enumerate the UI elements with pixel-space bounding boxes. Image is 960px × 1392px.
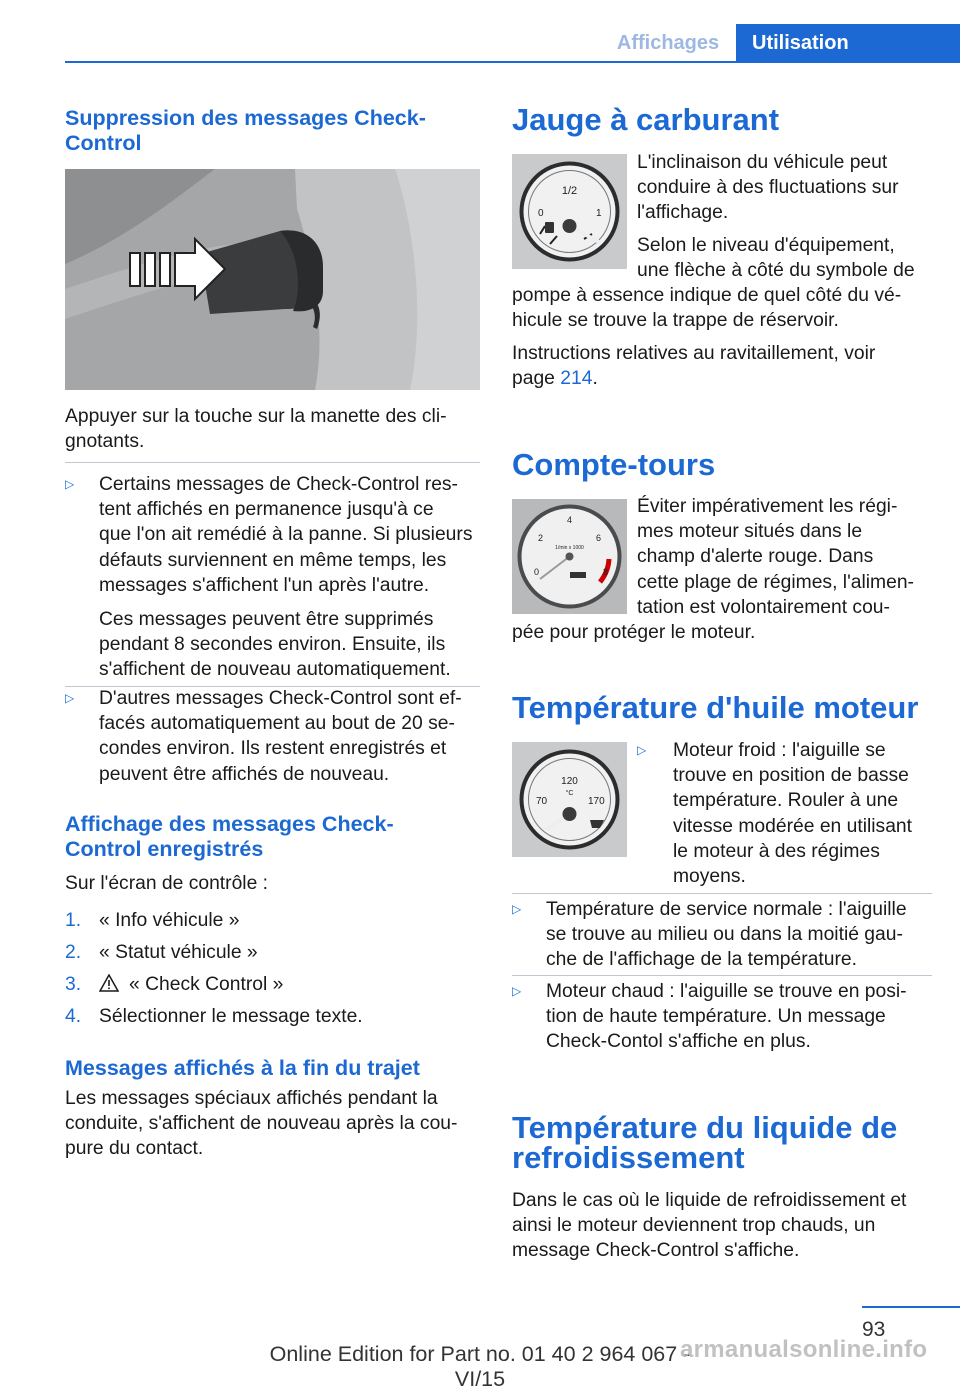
step-text: « Info véhicule »: [99, 910, 240, 931]
svg-text:0: 0: [534, 567, 540, 577]
svg-text:4: 4: [567, 515, 573, 525]
divider: [65, 462, 480, 463]
svg-text:2: 2: [538, 533, 544, 543]
step-text: « Check Control »: [129, 974, 284, 995]
bullet-checkcontrol-persistent: Certains messages de Check-Control res- tent affichés en permanence jusqu'à ce que l'on ait remédié à la panne. Si plusieurs défauts surviennent en même temps, les messages s'affichent l'un après l'autre. Ces messages peuvent être supprimés pendant 8 secondes environ. Ensuite, ils s'affichent de nouveau automatiquement.: [99, 474, 473, 681]
heading-temperature-huile: Température d'huile moteur: [512, 690, 919, 725]
fuel-pump-icon: [545, 222, 554, 233]
svg-text:6: 6: [596, 533, 602, 543]
heading-suppression: [65, 106, 475, 155]
svg-text:120: 120: [561, 776, 578, 787]
fuel-gauge-illustration: [512, 154, 627, 269]
svg-text:70: 70: [536, 796, 548, 807]
step-text: « Statut véhicule »: [99, 942, 258, 963]
header-rule: [65, 61, 960, 63]
svg-text:8: 8: [603, 567, 609, 577]
jauge-paragraph-3: Instructions relatives au ravitaillement, voir page 214.: [512, 343, 876, 390]
jauge-paragraph-2b: pompe à essence indique de quel côté du vé- hicule se trouve la trappe de réservoir.: [512, 285, 902, 332]
fin-trajet-paragraph: Les messages spéciaux affichés pendant la conduite, s'affichent de nouveau après la cou- pure du contact.: [65, 1088, 458, 1160]
jauge-paragraph-1: L'inclinaison du véhicule peut conduire à des fluctuations sur l'affichage.: [637, 152, 899, 224]
fuel-zero-label: 0: [538, 208, 544, 219]
fuel-full-label: 1: [596, 208, 602, 219]
divider: [512, 975, 932, 976]
footer-rule: [862, 1306, 960, 1308]
heading-affichage: Affichage des messages Check- Control enregistrés: [65, 812, 394, 861]
bullet-triangle-icon: ▷: [637, 743, 647, 757]
bullet-triangle-icon: ▷: [512, 902, 522, 916]
screen-intro: Sur l'écran de contrôle :: [65, 873, 269, 894]
heading-fin-trajet: Messages affichés à la fin du trajet: [65, 1056, 420, 1080]
heading-compte-tours: Compte-tours: [512, 447, 716, 482]
intro-paragraph: Appuyer sur la touche sur la manette des cli- gnotants.: [65, 406, 447, 453]
bullet-moteur-chaud: Moteur chaud : l'aiguille se trouve en posi- tion de haute température. Un message Check-Contol s'affiche en plus.: [546, 981, 907, 1053]
heading-jauge-carburant: Jauge à carburant: [512, 102, 780, 137]
bullet-temperature-normale: Température de service normale : l'aiguille se trouve au milieu ou dans la moitié gau- che de l'affichage de la température.: [546, 899, 907, 971]
edition-footer: Online Edition for Part no. 01 40 2 964 067 - VI/15: [269, 1342, 691, 1391]
watermark: armanualsonline.info: [680, 1336, 928, 1363]
heading-line: Control: [65, 130, 142, 155]
warning-triangle-icon: [99, 974, 119, 997]
bullet-checkcontrol-auto-cleared: D'autres messages Check-Control sont ef- facés automatiquement au bout de 20 se- condes environ. Ils restent enregistrés et peuvent être affichés de nouveau.: [99, 688, 462, 785]
step-number: 2.: [65, 942, 82, 963]
liquide-paragraph: Dans le cas où le liquide de refroidissement et ainsi le moteur deviennent trop chauds, un message Check-Control s'affiche.: [512, 1190, 907, 1262]
page-number: 93: [862, 1318, 886, 1341]
step-number: 1.: [65, 910, 82, 931]
header-chapter-tab[interactable]: Utilisation: [736, 24, 960, 61]
bullet-triangle-icon: ▷: [65, 477, 75, 491]
bullet-triangle-icon: ▷: [65, 691, 75, 705]
step-number: 3.: [65, 974, 82, 995]
step-text: Sélectionner le message texte.: [99, 1006, 363, 1027]
divider: [512, 893, 932, 894]
turn-signal-stalk-illustration: [65, 169, 480, 390]
fuel-half-label: 1/2: [561, 185, 578, 197]
jauge-paragraph-2a: Selon le niveau d'équipement, une flèche à côté du symbole de: [637, 235, 915, 282]
tachometer-illustration: [512, 499, 627, 614]
svg-text:1/min x 1000: 1/min x 1000: [555, 545, 584, 551]
step-number: 4.: [65, 1006, 82, 1027]
oil-temperature-gauge-illustration: [512, 742, 627, 857]
header-section-tab[interactable]: Affichages: [616, 32, 720, 54]
bullet-triangle-icon: ▷: [512, 984, 522, 998]
svg-text:170: 170: [588, 796, 605, 807]
compte-paragraph-b: pée pour protéger le moteur.: [512, 622, 756, 643]
heading-line: Suppression des messages Check-: [65, 106, 426, 130]
bullet-moteur-froid: Moteur froid : l'aiguille se trouve en position de basse température. Rouler à une vitesse modérée en utilisant le moteur à des régimes moyens.: [673, 740, 913, 888]
compte-paragraph-a: Éviter impérativement les régi- mes moteur situés dans le champ d'alerte rouge. Dans cette plage de régimes, l'alimen- tation est volontairement cou-: [637, 496, 914, 618]
heading-liquide-refroidissement: Température du liquide de refroidissement: [512, 1110, 898, 1175]
page-reference-link[interactable]: 214: [560, 368, 593, 390]
svg-text:°C: °C: [565, 790, 574, 797]
